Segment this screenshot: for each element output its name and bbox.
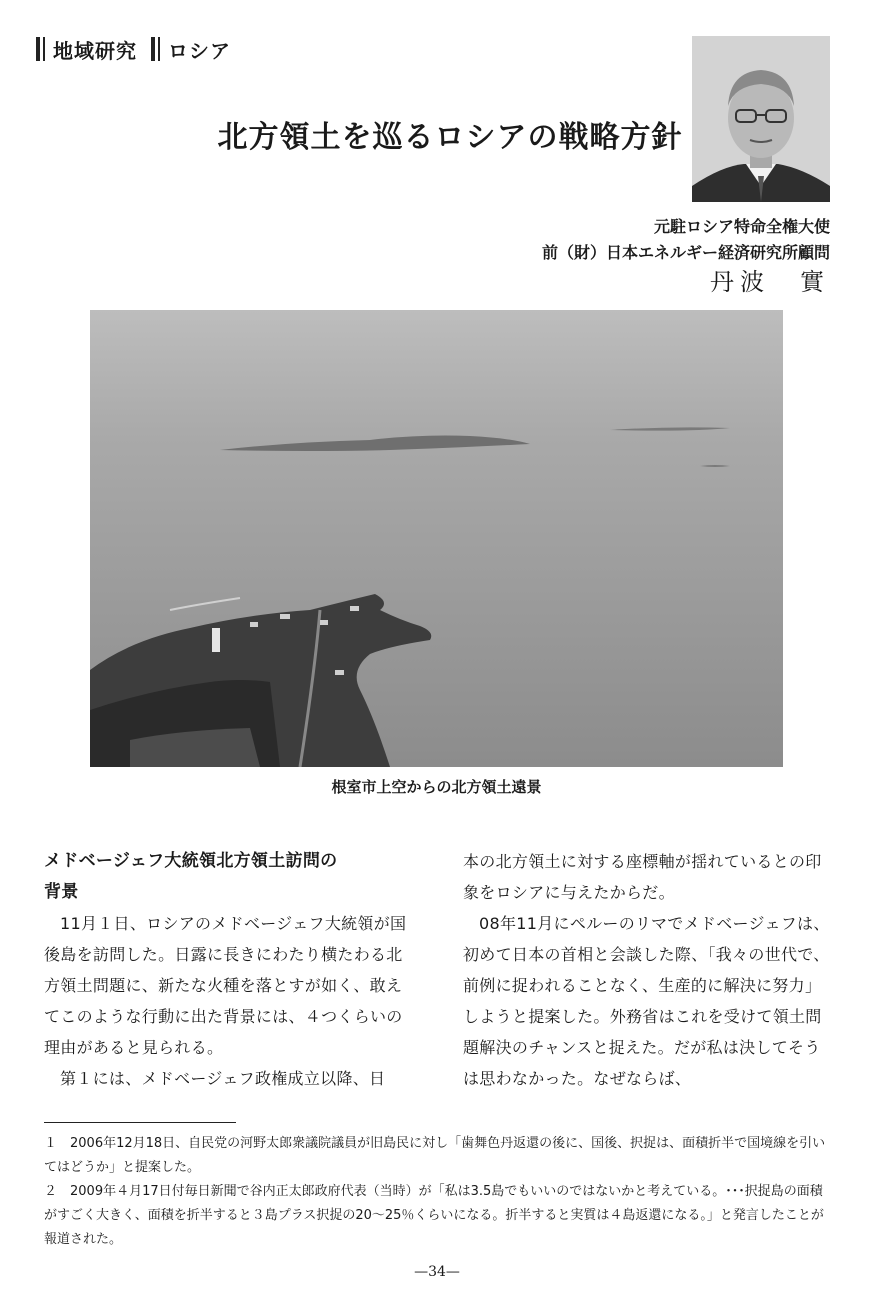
footnotes <box>44 1132 834 1252</box>
section-heading-line-2: 背景 <box>44 882 79 902</box>
section-header <box>36 34 245 64</box>
header-bar-icon <box>43 37 45 61</box>
category-label: 地域研究 <box>53 38 137 63</box>
page-number: —34— <box>414 1264 460 1280</box>
aerial-photo-image <box>90 310 783 767</box>
footnote-2: ２ 2009年４月17日付毎日新聞で谷内正太郎政府代表（当時）が「私は3.5島でもいいのではないかと考えている。･･･択捉島の面積がすごく大きく、面積を折半すると３島プラス択捉の20～25％くらいになる。折半すると実質は４島返還になる。」と発言したことが報道された。 <box>44 1184 824 1247</box>
footnote-1: １ 2006年12月18日、自民党の河野太郎衆議院議員が旧島民に対し「歯舞色丹返還の後に、国後、択捉は、面積折半で国境線を引いてはどうか」と提案した。 <box>44 1136 826 1175</box>
body-column-right <box>463 846 833 1094</box>
region-label: ロシア <box>168 38 231 63</box>
author-name: 丹波 實 <box>710 268 830 296</box>
author-portrait <box>692 36 830 202</box>
footnote-divider <box>44 1122 236 1123</box>
header-bar-icon <box>158 37 160 61</box>
header-bar-icon <box>36 37 40 61</box>
author-portrait-image <box>692 36 830 202</box>
body-paragraph: 第１には、メドベージェフ政権成立以降、日 <box>60 1069 386 1088</box>
section-heading <box>44 846 414 908</box>
body-column-left <box>44 846 414 1094</box>
body-paragraph: 本の北方領土に対する座標軸が揺れているとの印象をロシアに与えたからだ。 <box>463 852 822 902</box>
author-position-1: 元駐ロシア特命全権大使 <box>653 217 830 236</box>
photo-caption: 根室市上空からの北方領土遠景 <box>331 778 542 796</box>
author-position-2: 前（財）日本エネルギー経済研究所顧問 <box>541 243 830 262</box>
header-bar-icon <box>151 37 155 61</box>
body-paragraph: 08年11月にペルーのリマでメドベージェフは、初めて日本の首相と会談した際、「我々の世代で、前例に捉われることなく、生産的に解決に努力」しようと提案した。外務省はこれを受けて領土問題解決のチャンスと捉えた。だが私は決してそうは思わなかった。なぜならば、 <box>463 914 830 1088</box>
section-heading-line-1: メドベージェフ大統領北方領土訪問の <box>44 851 338 871</box>
aerial-photo <box>90 310 783 767</box>
article-title: 北方領土を巡るロシアの戦略方針 <box>217 120 683 155</box>
author-block <box>542 214 830 298</box>
body-paragraph: 11月１日、ロシアのメドベージェフ大統領が国後島を訪問した。日露に長きにわたり横たわる北方領土問題に、新たな火種を落とすが如く、敢えてこのような行動に出た背景には、４つくらいの理由があると見られる。 <box>44 914 407 1057</box>
